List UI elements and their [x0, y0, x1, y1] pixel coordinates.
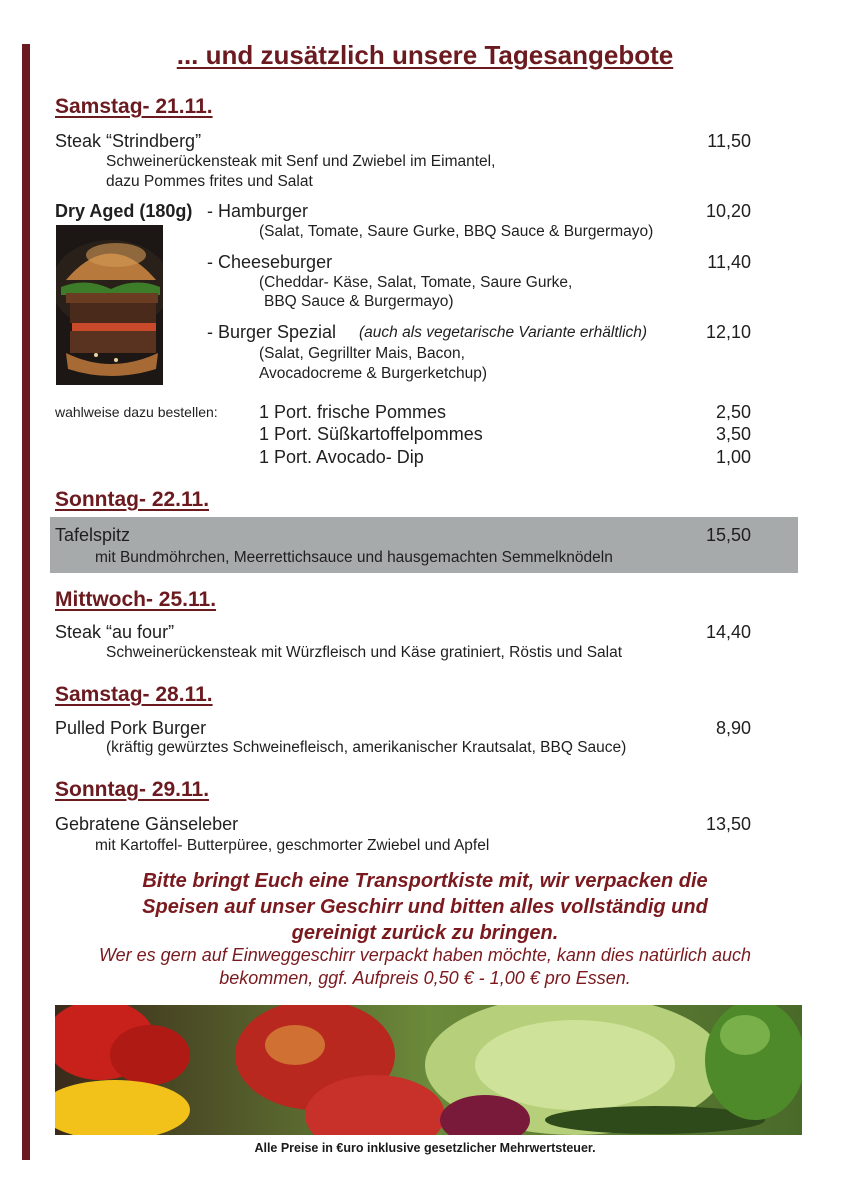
- dish-description: Schweinerückensteak mit Würzfleisch und Käse gratiniert, Röstis und Salat: [106, 644, 623, 661]
- dish-description: mit Kartoffel- Butterpüree, geschmorter Zwiebel und Apfel: [95, 837, 490, 854]
- dish-description: Avocadocreme & Burgerketchup): [259, 365, 488, 382]
- dish-name: Tafelspitz: [55, 525, 131, 545]
- dish-price: 11,50: [707, 131, 751, 151]
- notice-line: Speisen auf unser Geschirr und bitten alles vollständig und: [142, 896, 708, 918]
- extra-item-price: 3,50: [715, 424, 751, 444]
- dish-description: dazu Pommes frites und Salat: [106, 173, 313, 190]
- dish-price: 11,40: [707, 252, 751, 272]
- day-heading: Sonntag- 22.11.: [55, 488, 210, 511]
- dish-note: (auch als vegetarische Variante erhältlich): [359, 324, 648, 341]
- dish-name: Gebratene Gänseleber: [55, 814, 239, 834]
- day-heading: Mittwoch- 25.11.: [55, 588, 217, 611]
- dish-description: BBQ Sauce & Burgermayo): [264, 293, 454, 310]
- dish-description: mit Bundmöhrchen, Meerrettichsauce und hausgemachten Semmelknödeln: [95, 549, 613, 566]
- notice-line: bekommen, ggf. Aufpreis 0,50 € - 1,00 € pro Essen.: [219, 968, 631, 988]
- day-heading: Samstag- 21.11.: [55, 95, 213, 118]
- dish-description: (Salat, Gegrillter Mais, Bacon,: [259, 345, 465, 362]
- price-disclaimer: Alle Preise in €uro inklusive gesetzlicher Mehrwertsteuer.: [254, 1141, 596, 1155]
- burger-photo: [56, 225, 163, 385]
- vegetables-photo: [55, 1005, 802, 1135]
- dish-name: - Cheeseburger: [207, 252, 333, 272]
- dish-price: 12,10: [705, 322, 751, 342]
- dry-aged-label: Dry Aged (180g): [55, 201, 193, 221]
- dish-price: 10,20: [705, 201, 751, 221]
- dish-price: 13,50: [705, 814, 751, 834]
- dish-price: 15,50: [705, 525, 751, 545]
- dish-description: (Cheddar- Käse, Salat, Tomate, Saure Gurke,: [259, 274, 573, 291]
- dish-price: 14,40: [705, 622, 751, 642]
- day-heading: Samstag- 28.11.: [55, 683, 213, 706]
- extra-item-price: 2,50: [715, 402, 751, 422]
- dish-name: - Hamburger: [207, 201, 309, 221]
- dish-name: - Burger Spezial: [207, 322, 337, 342]
- extra-item-name: 1 Port. Süßkartoffelpommes: [259, 424, 483, 444]
- dish-description: Schweinerückensteak mit Senf und Zwiebel im Eimantel,: [106, 153, 496, 170]
- day-heading: Sonntag- 29.11.: [55, 778, 210, 801]
- page-title: ... und zusätzlich unsere Tagesangebote: [176, 40, 674, 70]
- extra-item-price: 1,00: [715, 447, 751, 467]
- dish-name: Steak “Strindberg”: [55, 131, 202, 151]
- dish-name: Pulled Pork Burger: [55, 718, 207, 738]
- dish-description: (kräftig gewürztes Schweinefleisch, amerikanischer Krautsalat, BBQ Sauce): [106, 739, 627, 756]
- dish-price: 8,90: [715, 718, 751, 738]
- extra-item-name: 1 Port. frische Pommes: [259, 402, 447, 422]
- left-accent-bar: [22, 44, 30, 1160]
- notice-line: gereinigt zurück zu bringen.: [291, 922, 559, 944]
- extra-item-name: 1 Port. Avocado- Dip: [259, 447, 424, 467]
- extras-label: wahlweise dazu bestellen:: [55, 404, 218, 420]
- notice-line: Wer es gern auf Einweggeschirr verpackt haben möchte, kann dies natürlich auch: [98, 945, 752, 965]
- dish-name: Steak “au four”: [55, 622, 175, 642]
- notice-line: Bitte bringt Euch eine Transportkiste mit, wir verpacken die: [142, 870, 708, 892]
- dish-description: (Salat, Tomate, Saure Gurke, BBQ Sauce & Burgermayo): [259, 223, 654, 240]
